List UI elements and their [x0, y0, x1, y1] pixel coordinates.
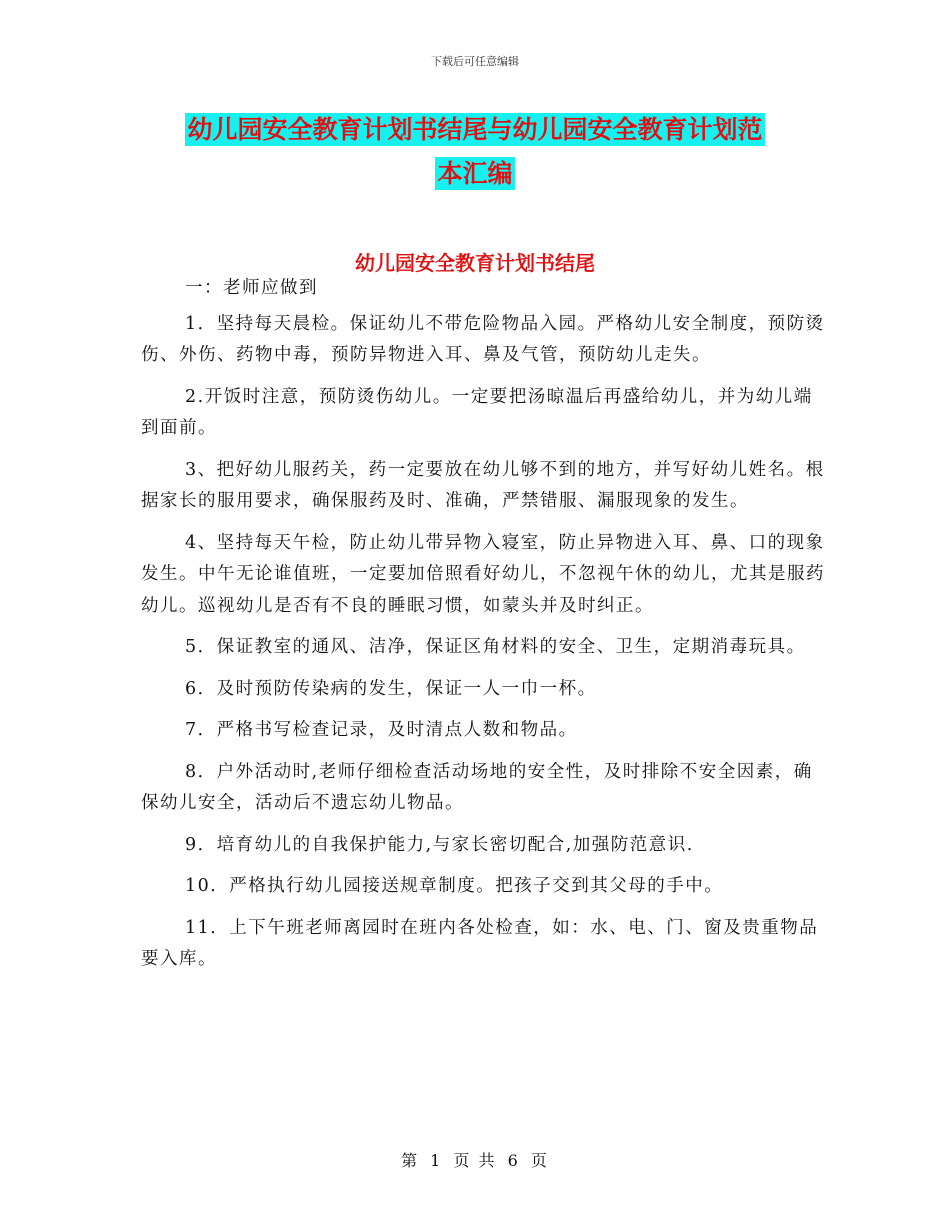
paragraph: 8．户外活动时,老师仔细检查活动场地的安全性，及时排除不安全因素，确保幼儿安全，活动后不遗忘幼儿物品。 [141, 761, 813, 813]
document-title-text-2: 本汇编 [437, 159, 513, 188]
paragraph: 6．及时预防传染病的发生，保证一人一巾一杯。 [185, 678, 597, 699]
paragraph: 1．坚持每天晨检。保证幼儿不带危险物品入园。严格幼儿安全制度，预防烫伤、外伤、药物中毒，预防异物进入耳、鼻及气管，预防幼儿走失。 [141, 313, 825, 365]
paragraph: 3、把好幼儿服药关，药一定要放在幼儿够不到的地方，并写好幼儿姓名。根据家长的服用要求，确保服药及时、准确，严禁错服、漏服现象的发生。 [141, 459, 825, 511]
document-title-line-1 [0, 113, 950, 147]
paragraph: 4、坚持每天午检，防止幼儿带异物入寝室，防止异物进入耳、鼻、口的现象发生。中午无论谁值班，一定要加倍照看好幼儿，不忽视午休的幼儿，尤其是服药幼儿。巡视幼儿是否有不良的睡眠习惯，如蒙头并及时纠正。 [141, 532, 825, 616]
footer-prefix: 第 [401, 1151, 420, 1170]
document-title-line-2 [0, 157, 950, 191]
paragraph: 2.开饭时注意，预防烫伤幼儿。一定要把汤晾温后再盛给幼儿，并为幼儿端到面前。 [141, 386, 813, 438]
paragraph: 7．严格书写检查记录，及时清点人数和物品。 [185, 720, 578, 740]
document-title-text-1: 幼儿园安全教育计划书结尾与幼儿园安全教育计划范 [187, 115, 763, 144]
paragraph-lead: 一：老师应做到 [185, 278, 318, 298]
paragraph: 10．严格执行幼儿园接送规章制度。把孩子交到其父母的手中。 [185, 876, 724, 896]
section-title: 幼儿园安全教育计划书结尾 [355, 251, 595, 275]
footer-middle: 页 共 [453, 1151, 497, 1170]
footer-page-number: 1 [430, 1151, 443, 1170]
paragraph: 11．上下午班老师离园时在班内各处检查，如：水、电、门、窗及贵重物品要入库。 [141, 917, 819, 969]
document-body [141, 273, 831, 986]
header-note: 下载后可任意编辑 [431, 55, 519, 68]
footer-suffix: 页 [530, 1151, 549, 1170]
paragraph: 5．保证教室的通风、洁净，保证区角材料的安全、卫生，定期消毒玩具。 [185, 637, 806, 657]
paragraph: 9．培育幼儿的自我保护能力,与家长密切配合,加强防范意识. [185, 834, 694, 855]
page-footer [0, 1148, 950, 1171]
footer-total-pages: 6 [507, 1151, 520, 1170]
